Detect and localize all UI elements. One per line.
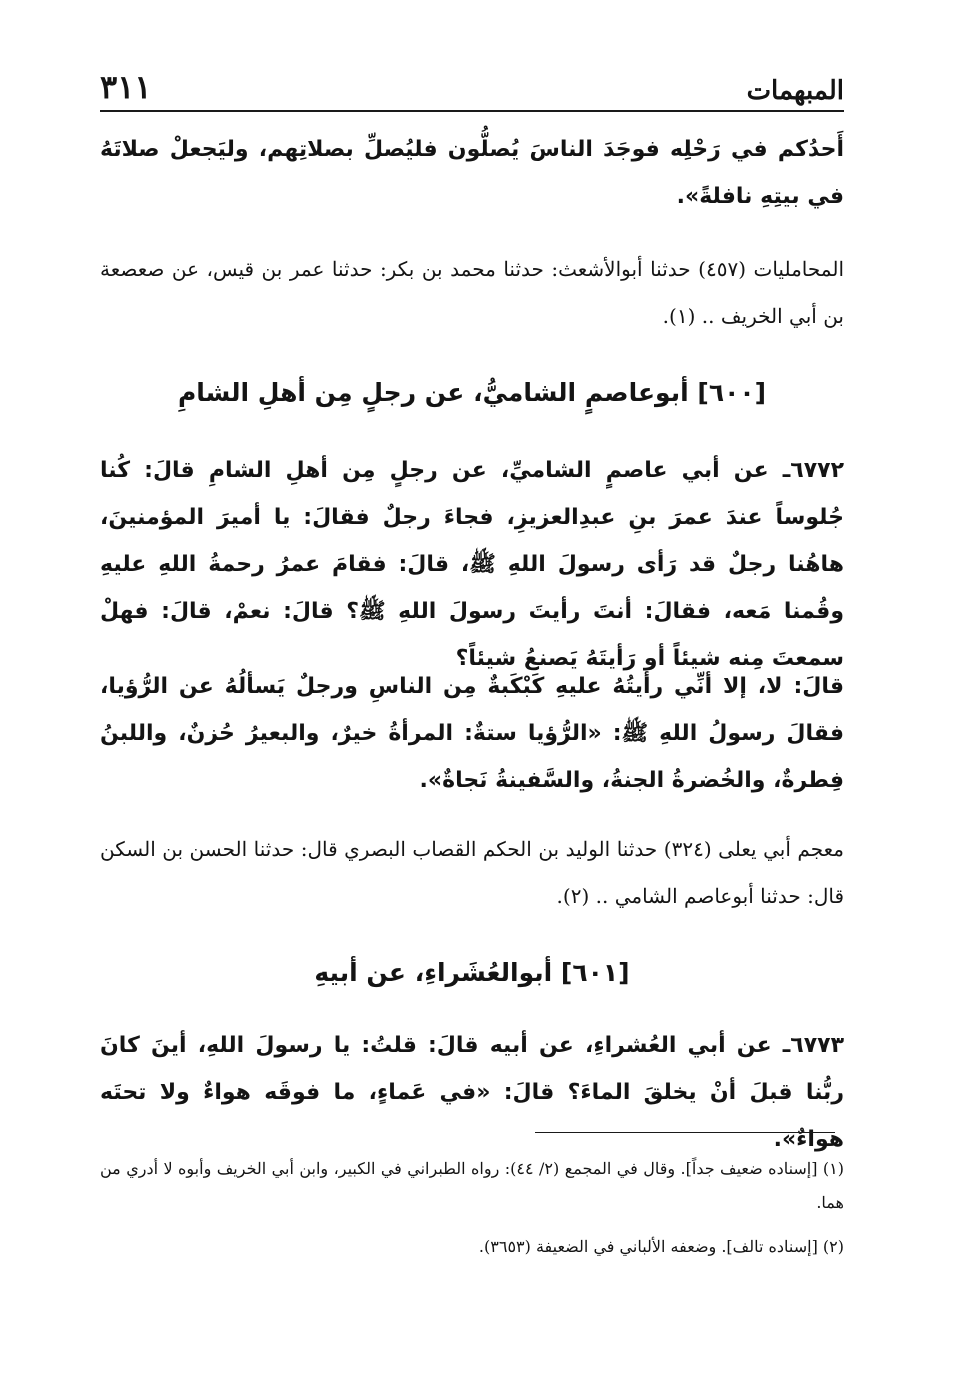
hadith-6772: ٦٧٧٢ـ عن أبي عاصمٍ الشاميِّ، عن رجلٍ مِن أهلِ الشامِ قالَ: كُنا جُلوساً عندَ عمرَ بنِ عبدِالعزيزِ، فجاءَ رجلٌ فقالَ: يا أميرَ المؤمنينَ، هاهُنا رجلٌ قد رَأى رسولَ اللهِ ﷺ، قالَ: فقامَ عمرُ رحمةُ اللهِ عليهِ وقُمنا مَعه، فقالَ: أنتَ رأيتَ رسولَ اللهِ ﷺ؟ قالَ: نعمْ، قالَ: فهلْ سمعتَ مِنه شيئاً أو رَأيتَهُ يَصنعُ شيئاً؟	[100, 458, 844, 671]
header-divider	[100, 110, 844, 112]
footnote-1: (١) [إسناده ضعيف جداً]. وقال في المجمع (٢/ ٤٤): رواه الطبراني في الكبير، وابن أبي الخريف وأبوه لا أدري من هما.	[100, 1159, 845, 1212]
hadith-continuation: أَحدُكم في رَحْلِه فوجَدَ الناسَ يُصلُّون فليُصلِّ بصلاتِهم، وليَجعلْ صلاتَهُ في بيتِهِ نافلةً».	[100, 137, 844, 209]
footnote-2: (٢) [إسناده تالف]. وضعفه الألباني في الضعيفة (٣٦٥٣).	[478, 1237, 844, 1256]
running-header	[100, 62, 844, 112]
section-heading-600: [٦٠٠] أبوعاصمٍ الشاميُّ، عن رجلٍ مِن أهلِ الشامِ	[177, 378, 767, 407]
hadith-6773: ٦٧٧٣ـ عن أبي العُشراءِ، عن أبيه قالَ: قلتُ: يا رسولَ اللهِ، أينَ كانَ ربُّنا قبلَ أنْ يخلقَ الماءَ؟ قالَ: «في عَماءٍ، ما فوقَه هواءٌ ولا تحتَه هواءٌ».	[100, 1033, 844, 1152]
chapter-title: المبهمات	[746, 76, 844, 106]
source-reference-2: معجم أبي يعلى (٣٢٤) حدثنا الوليد بن الحكم القصاب البصري قال: حدثنا الحسن بن السكن قال: حدثنا أبوعاصم الشامي .. (٢).	[100, 837, 844, 908]
page-number: ٣١١	[100, 68, 152, 106]
hadith-6772-continued: قالَ: لا، إلا أنِّي رأيتُهُ عليهِ كَبْكَبةٌ مِن الناسِ ورجلٌ يَسألُهُ عن الرُّؤيا، فقالَ رسولُ اللهِ ﷺ: «الرُّؤيا ستةٌ: المرأةُ خيرٌ، والبعيرُ حُزنٌ، واللبنُ فِطرةٌ، والخُضرةُ الجنةُ، والسَّفينةُ نَجاةٌ».	[100, 674, 844, 793]
source-reference-1: المحامليات (٤٥٧) حدثنا أبوالأشعث: حدثنا محمد بن بكر: حدثنا عمر بن قيس، عن صعصعة بن أبي الخريف .. (١).	[100, 257, 845, 328]
footnote-divider	[535, 1132, 835, 1133]
section-heading-601: [٦٠١] أبوالعُشَراءِ، عن أبيهِ	[314, 958, 630, 987]
